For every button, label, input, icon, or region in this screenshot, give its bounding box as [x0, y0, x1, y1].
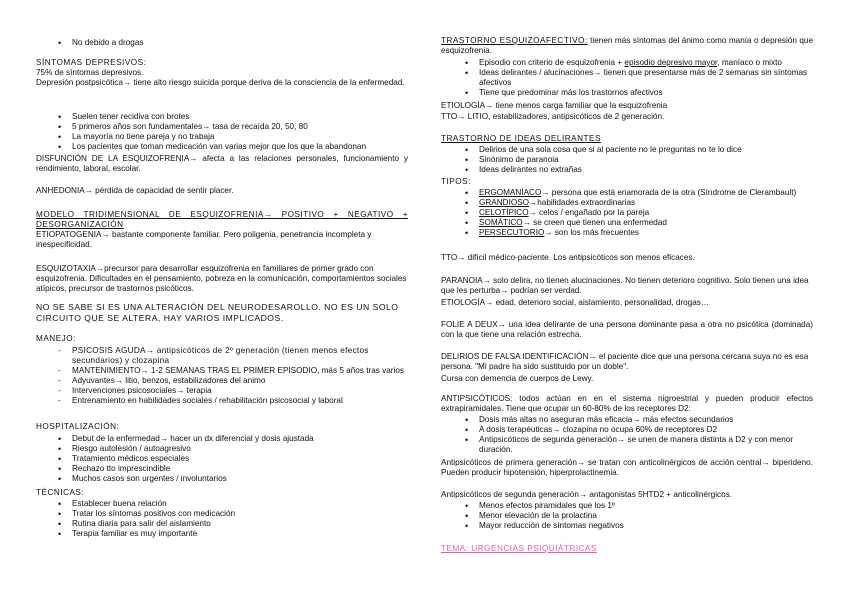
- esquizoafectivo-etiologia: ETIOLOGÍA→ tiene menos carga familiar que la esquizofrenia: [441, 101, 668, 110]
- esquizotaxia-text: ESQUIZOTAXIA→precursor para desarrollar esquizofrenia en familiares de primer grado con esquizofrenia. Dificultades en el pensamiento, pobreza en la comunicación, comportamientos sociales atípicos, precursor de trastornos psicóticos.: [36, 264, 407, 293]
- esquizoafectivo-list: [479, 58, 813, 98]
- list-item: • Antipsicóticos de segunda generación→ se unen de manera distinta a D2 y con menor duración.: [479, 435, 813, 455]
- ideas-delirantes-tto: TTO→ difícil médico-paciente. Los antipsicóticos son menos eficaces.: [441, 253, 695, 262]
- list-item: • Los pacientes que toman medicación van varias mejor que los que la abandonan: [72, 142, 408, 152]
- hospitalizacion-list: [72, 434, 408, 484]
- no-se-sabe-text: NO SE SABE SI ES UNA ALTERACIÓN DEL NEURODESAROLLO. NO ES UN SOLO CIRCUITO QUE SE ALTERA, HAY VARIOS IMPLICADOS.: [36, 302, 399, 323]
- list-item: • Delirios de una sola cosa que si al paciente no le preguntas no te lo dice: [479, 145, 813, 155]
- esquizoafectivo-desc: tienen más síntomas del ánimo como manía o depresión que esquizofrenia.: [441, 36, 814, 55]
- primera-generacion-text: Antipsicóticos de primera generación→ se tratan con anticolinérgicos de acción central→ biperideno. Pueden producir hipotensión, hiperprolactinemia.: [441, 458, 813, 477]
- manejo-title: MANEJO:: [36, 334, 76, 343]
- list-item: • Dosis más altas no aseguran más eficacia→ más efectos secundarios: [479, 415, 813, 425]
- paranoia-text: PARANOIA→ solo delira, no tienen alucinaciones. No tienen deterioro cognitivo. Solo tienen una idea que les perturba→ podrían ser verdad.: [441, 276, 809, 295]
- list-item: • Muchos casos son urgentes / involuntarios: [72, 474, 408, 484]
- cursa-text: Cursa con demencia de cuerpos de Lewy.: [441, 374, 594, 383]
- hospitalizacion-title: HOSPITALIZACIÓN:: [36, 422, 120, 431]
- esquizoafectivo-intro: [441, 36, 813, 56]
- list-item: • SOMÁTICO→ se creen que tienen una enfermedad: [479, 218, 813, 228]
- tecnicas-title: TÉCNICAS:: [36, 488, 85, 497]
- top-bullet-list: [72, 38, 408, 48]
- list-item: • Tiene que predominar más los trastornos afectivos: [479, 88, 813, 98]
- esquizoafectivo-tto: TTO→ LITIO, estabilizadores, antipsicóticos de 2 generación.: [441, 112, 665, 121]
- list-item: • Rutina diaria para salir del aislamiento: [72, 519, 408, 529]
- anhedonia-text: ANHEDONIA→ pérdida de capacidad de sentir placer.: [36, 186, 234, 195]
- sintomas-title: SÍNTOMAS DEPRESIVOS:: [36, 58, 147, 67]
- list-item: • Menor elevación de la prolactina: [479, 511, 813, 521]
- list-item: • Tratamiento médicos especiales: [72, 454, 408, 464]
- list-item: • Establecer buena relación: [72, 499, 408, 509]
- antipsicoticos-list: [479, 415, 813, 455]
- tema-urgencias-link: TEMA: URGENCIAS PSIQUIÁTRICAS: [441, 544, 597, 553]
- list-item: - Entrenamiento en habilidades sociales / rehabilitación psicosocial y laboral: [72, 396, 408, 406]
- paranoia-etiologia: ETIOLOGÍA→ edad, deterioro social, aislamiento, personalidad, drogas…: [441, 298, 710, 307]
- sintomas-pct: 75% de síntomas depresivos.: [36, 68, 144, 77]
- modelo-title: MODELO TRIDIMENSIONAL DE ESQUIZOFRENIA→ POSITIVO + NEGATIVO + DESORGANIZACIÓN: [36, 210, 408, 229]
- segunda-generacion-text: Antipsicóticos de segunda generación→ antagonistas 5HTD2 + anticolinérgicos.: [441, 490, 733, 499]
- list-item: • Episodio con criterio de esquizofrenia + episodio depresivo mayor, maníaco o mixto: [479, 58, 813, 68]
- list-item: • No debido a drogas: [72, 38, 408, 48]
- list-item: • La mayoría no tiene pareja y no trabaja: [72, 132, 408, 142]
- manejo-list: [72, 346, 408, 406]
- list-item: - Adyuvantes→ litio, benzos, estabilizadores del animo: [72, 376, 408, 386]
- esquizoafectivo-title: TRASTORNO ESQUIZOAFECTIVO:: [441, 36, 588, 45]
- list-item: • Riesgo autolesión / autoagresivo: [72, 444, 408, 454]
- list-item: • ERGOMANÍACO→ persona que está enamorada de la otra (Síndrome de Clerambault): [479, 188, 813, 198]
- list-item: • Mayor reducción de síntomas negativos: [479, 521, 813, 531]
- tipos-list: [479, 188, 813, 238]
- list-item: • Ideas delirantes / alucinaciones→ tienen que presentarse más de 2 semanas sin síntomas afectivos: [479, 68, 813, 88]
- antipsicoticos-text: ANTIPSICÓTICOS: todos actúan en en el sistema nigroestrial y pueden producir efectos extrapiramidales. Tiene que ocupar un 60-80% de los receptores D2:: [441, 394, 813, 413]
- delirios-falsa-text: DELIRIOS DE FALSA IDENTIFICACIÓN→ el paciente dice que una persona cercana suya no es esa persona. "Mi padre ha sido sustituido por un doble".: [441, 352, 809, 371]
- list-item: • GRANDIOSO→habilidades extraordinarias: [479, 198, 813, 208]
- tipos-title: TIPOS:: [441, 177, 471, 186]
- disfuncion-text: DISFUNCIÓN DE LA ESQUIZOFRENIA→ afecta a las relaciones personales, funcionamiento y rendimiento, laboral, escolar.: [36, 154, 408, 173]
- ideas-delirantes-list: [479, 145, 813, 175]
- tecnicas-list: [72, 499, 408, 539]
- ideas-delirantes-title: TRASTORNO DE IDEAS DELIRANTES: [441, 134, 601, 143]
- bullets-1: [72, 112, 408, 152]
- list-item: • Sinónimo de paranoia: [479, 155, 813, 165]
- list-item: - PSICOSIS AGUDA→ antipsicóticos de 2º generación (tienen menos efectos secundarios) y clozapina: [72, 346, 408, 366]
- folie-a-deux-text: FOLIE A DEUX→ una idea delirante de una persona dominante pasa a otra no psicótica (dominada) con la que tiene una relación estrecha.: [441, 320, 813, 339]
- list-item: • A dosis terapéuticas→ clozapina no ocupa 60% de receptores D2: [479, 425, 813, 435]
- list-item: • Menos efectos piramidales que los 1º: [479, 501, 813, 511]
- segunda-generacion-list: [479, 501, 813, 531]
- list-item: • CELOTÍPICO→ celos / engañado por la pareja: [479, 208, 813, 218]
- list-item: • 5 primeros años son fundamentales→ tasa de recaída 20, 50, 80: [72, 122, 408, 132]
- list-item: • Tratar los síntomas positivos con medicación: [72, 509, 408, 519]
- list-item: - Intervenciones psicosociales→ terapia: [72, 386, 408, 396]
- list-item: • PERSECUTORIO→ son los más frecuentes: [479, 228, 813, 238]
- sintomas-section: [36, 58, 408, 88]
- list-item: • Debut de la enfermedad→ hacer un dx diferencial y dosis ajustada: [72, 434, 408, 444]
- list-item: • Suelen tener recidiva con brotes: [72, 112, 408, 122]
- list-item: • Terapia familiar es muy importante: [72, 529, 408, 539]
- etiopatogenia-text: ETIOPATOGENIA→ bastante componente familiar. Pero poligenia, penetrancia incompleta y inespecificidad.: [36, 230, 372, 249]
- list-item: • Ideas delirantes no extrañas: [479, 165, 813, 175]
- depresion-post: Depresión postpsicótica→ tiene alto riesgo suicida porque deriva de la consciencia de la enfermedad.: [36, 78, 405, 87]
- list-item: • Rechazo tto imprescindible: [72, 464, 408, 474]
- list-item: - MANTENIMIENTO→ 1-2 SEMANAS TRAS EL PRIMER EPISODIO, más 5 años tras varios: [72, 366, 408, 376]
